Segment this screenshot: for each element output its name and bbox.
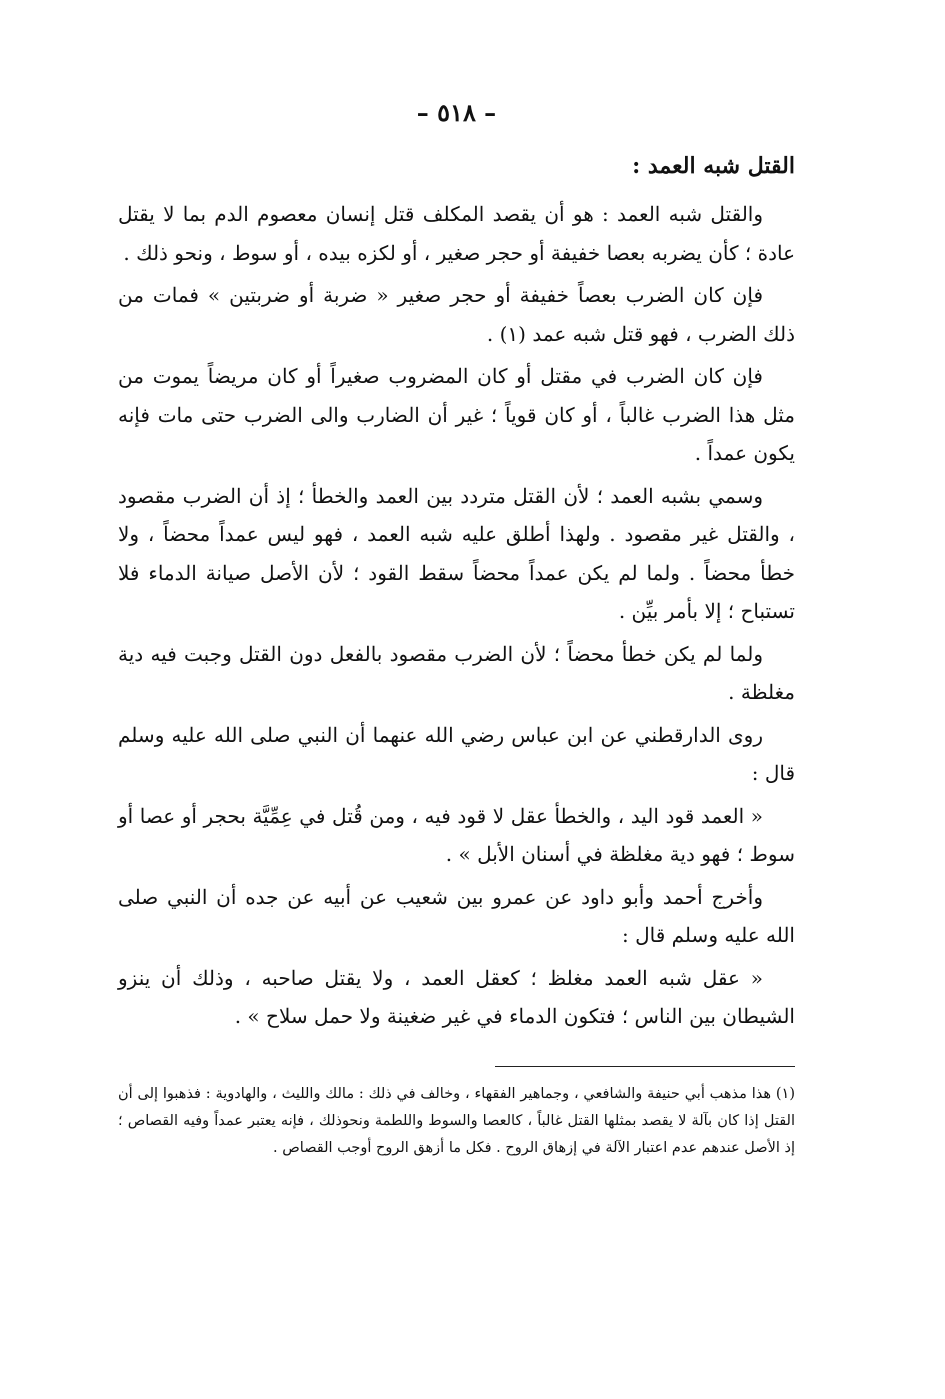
paragraph-naming-reason: وسمي بشبه العمد ؛ لأن القتل متردد بين العمد والخطأ ؛ إذ أن الضرب مقصود ، والقتل غير مقصود . ولهذا أطلق عليه شبه العمد ، فهو ليس عمداً محضاً ، ولا خطأ محضاً . ولما لم يكن عمداً محضاً سقط القود ؛ لأن الأصل صيانة الدماء فلا تستباح ؛ إلا بأمر بيِّن . [118, 483, 795, 623]
paragraph-daraqutni-narration: روى الدارقطني عن ابن عباس رضي الله عنهما أن النبي صلى الله عليه وسلم قال : [118, 722, 795, 785]
paragraph-hadith-quote-2: « عقل شبه العمد مغلظ ؛ كعقل العمد ، ولا يقتل صاحبه ، وذلك أن ينزو الشيطان بين الناس ؛ فتكون الدماء في غير ضغينة ولا حمل سلاح » . [118, 965, 795, 1028]
footnote: (١) هذا مذهب أبي حنيفة والشافعي ، وجماهير الفقهاء ، وخالف في ذلك : مالك والليث ، والهادوية : فذهبوا إلى أن القتل إذا كان بآلة لا يقصد بمثلها القتل غالباً ، كالعصا والسوط واللطمة ونحوذلك ، فإنه يعتبر عمداً وفيه القصاص ؛ إذ الأصل عندهم عدم اعتبار الآلة في إزهاق الروح . فكل ما أزهق الروح أوجب القصاص . [118, 1086, 795, 1156]
section-heading: القتل شبه العمد : [632, 153, 795, 179]
paragraph-light-stick: فإن كان الضرب بعصاً خفيفة أو حجر صغير « ضربة أو ضربتين » فمات من ذلك الضرب ، فهو قتل شبه عمد (١) . [118, 283, 795, 346]
paragraph-aggravated-blood-money: ولما لم يكن خطأ محضاً ؛ لأن الضرب مقصود بالفعل دون القتل وجبت فيه دية مغلظة . [118, 641, 795, 704]
page-number: – ٥١٨ – [416, 98, 497, 127]
paragraph-definition: والقتل شبه العمد : هو أن يقصد المكلف قتل إنسان معصوم الدم بما لا يقتل عادة ؛ كأن يضربه بعصا خفيفة أو حجر صغير ، أو لكزه بيده ، أو سوط ، ونحو ذلك . [118, 202, 795, 265]
footnote-divider [495, 1066, 795, 1067]
paragraph-ahmad-abudawud-narration: وأخرج أحمد وأبو داود عن عمرو بين شعيب عن أبيه عن جده أن النبي صلى الله عليه وسلم قال : [118, 884, 795, 947]
paragraph-lethal-spot: فإن كان الضرب في مقتل أو كان المضروب صغيراً أو كان مريضاً يموت من مثل هذا الضرب غالباً ، أو كان قوياً ؛ غير أن الضارب والى الضرب حتى مات فإنه يكون عمداً . [118, 364, 795, 465]
paragraph-hadith-quote-1: « العمد قود اليد ، والخطأ عقل لا قود فيه ، ومن قُتل في عِمِّيَّة بحجر أو عصا أو سوط ؛ فهو دية مغلظة في أسنان الأبل » . [118, 803, 795, 866]
